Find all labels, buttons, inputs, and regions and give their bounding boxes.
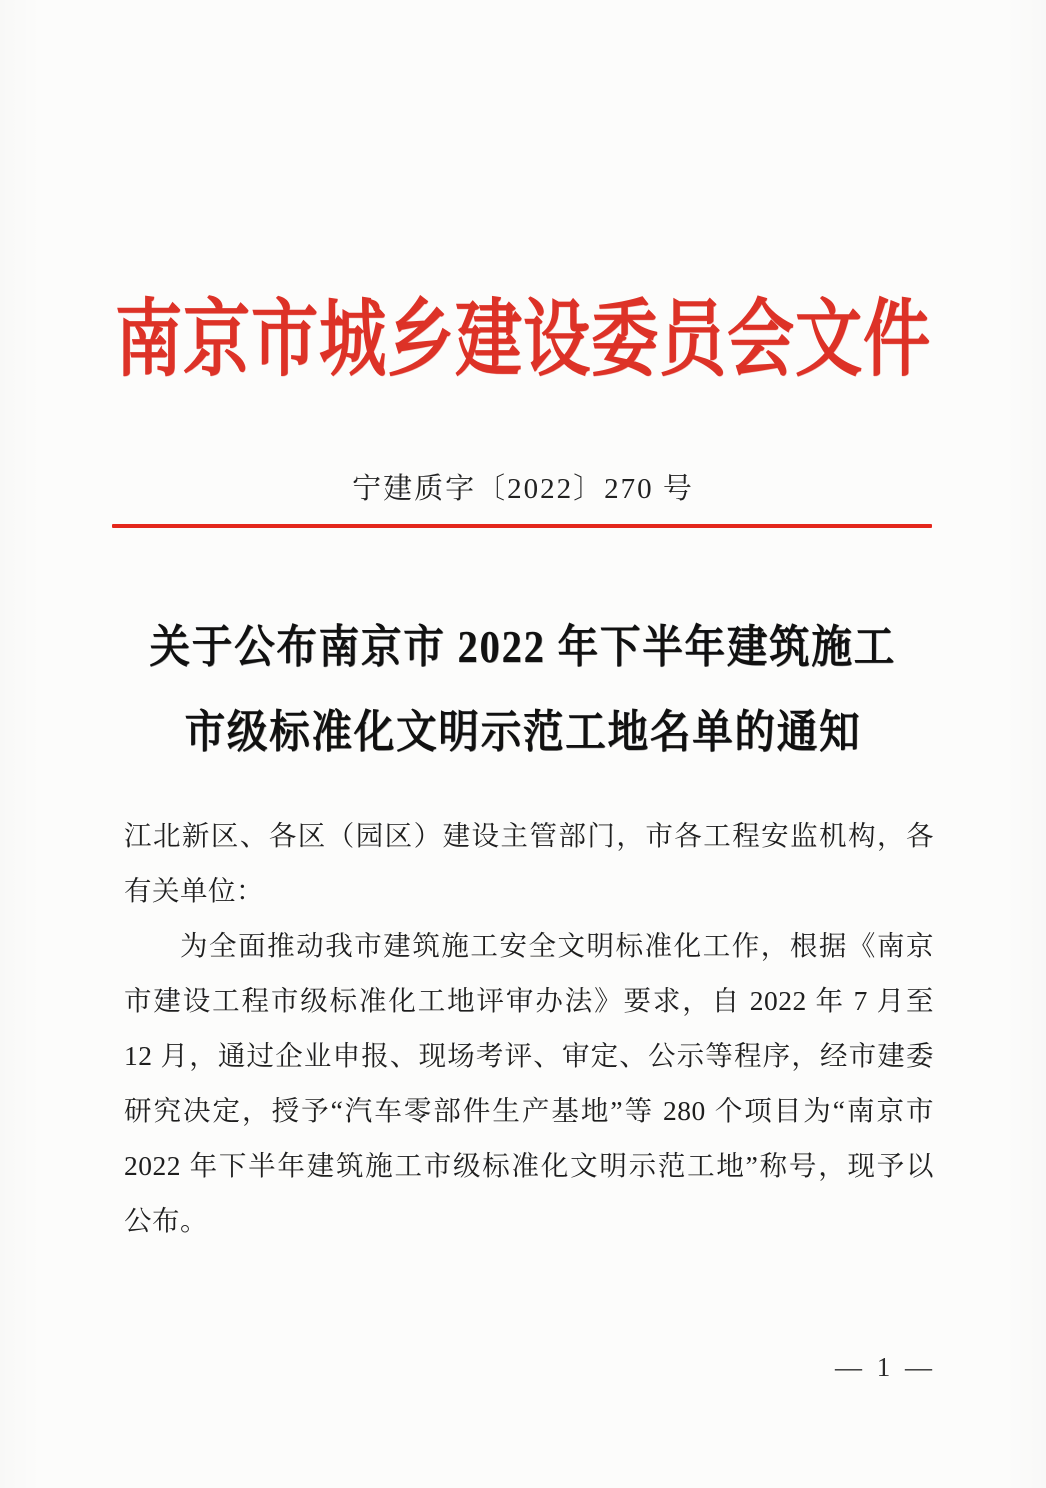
document-title <box>0 610 1046 780</box>
body-line-paragraph-2: 市建设工程市级标准化工地评审办法》要求，自 2022 年 7 月至 <box>124 985 934 1016</box>
document-reference-number: 宁建质字〔2022〕270 号 <box>352 473 694 505</box>
body-line-paragraph-4: 研究决定，授予“汽车零部件生产基地”等 280 个项目为“南京市 <box>124 1095 934 1126</box>
red-separator-rule <box>112 524 932 528</box>
body-line-paragraph-6: 公布。 <box>124 1205 208 1236</box>
document-title-line-1: 关于公布南京市 2022 年下半年建筑施工 <box>149 622 897 672</box>
agency-masthead <box>0 272 1046 393</box>
body-line-paragraph-3: 12 月，通过企业申报、现场考评、审定、公示等程序，经市建委 <box>124 1040 934 1071</box>
body-line-salutation-1: 江北新区、各区（园区）建设主管部门，市各工程安监机构，各 <box>124 820 934 851</box>
body-text <box>124 808 934 1248</box>
body-line-salutation-2: 有关单位： <box>124 875 264 906</box>
page-number: — 1 — <box>835 1352 936 1382</box>
document-title-line-2: 市级标准化文明示范工地名单的通知 <box>184 707 862 757</box>
body-line-paragraph-5: 2022 年下半年建筑施工市级标准化文明示范工地”称号，现予以 <box>124 1150 934 1181</box>
agency-masthead-text: 南京市城乡建设委员会文件 <box>114 294 931 387</box>
body-line-paragraph-1: 为全面推动我市建筑施工安全文明标准化工作，根据《南京 <box>180 930 934 961</box>
